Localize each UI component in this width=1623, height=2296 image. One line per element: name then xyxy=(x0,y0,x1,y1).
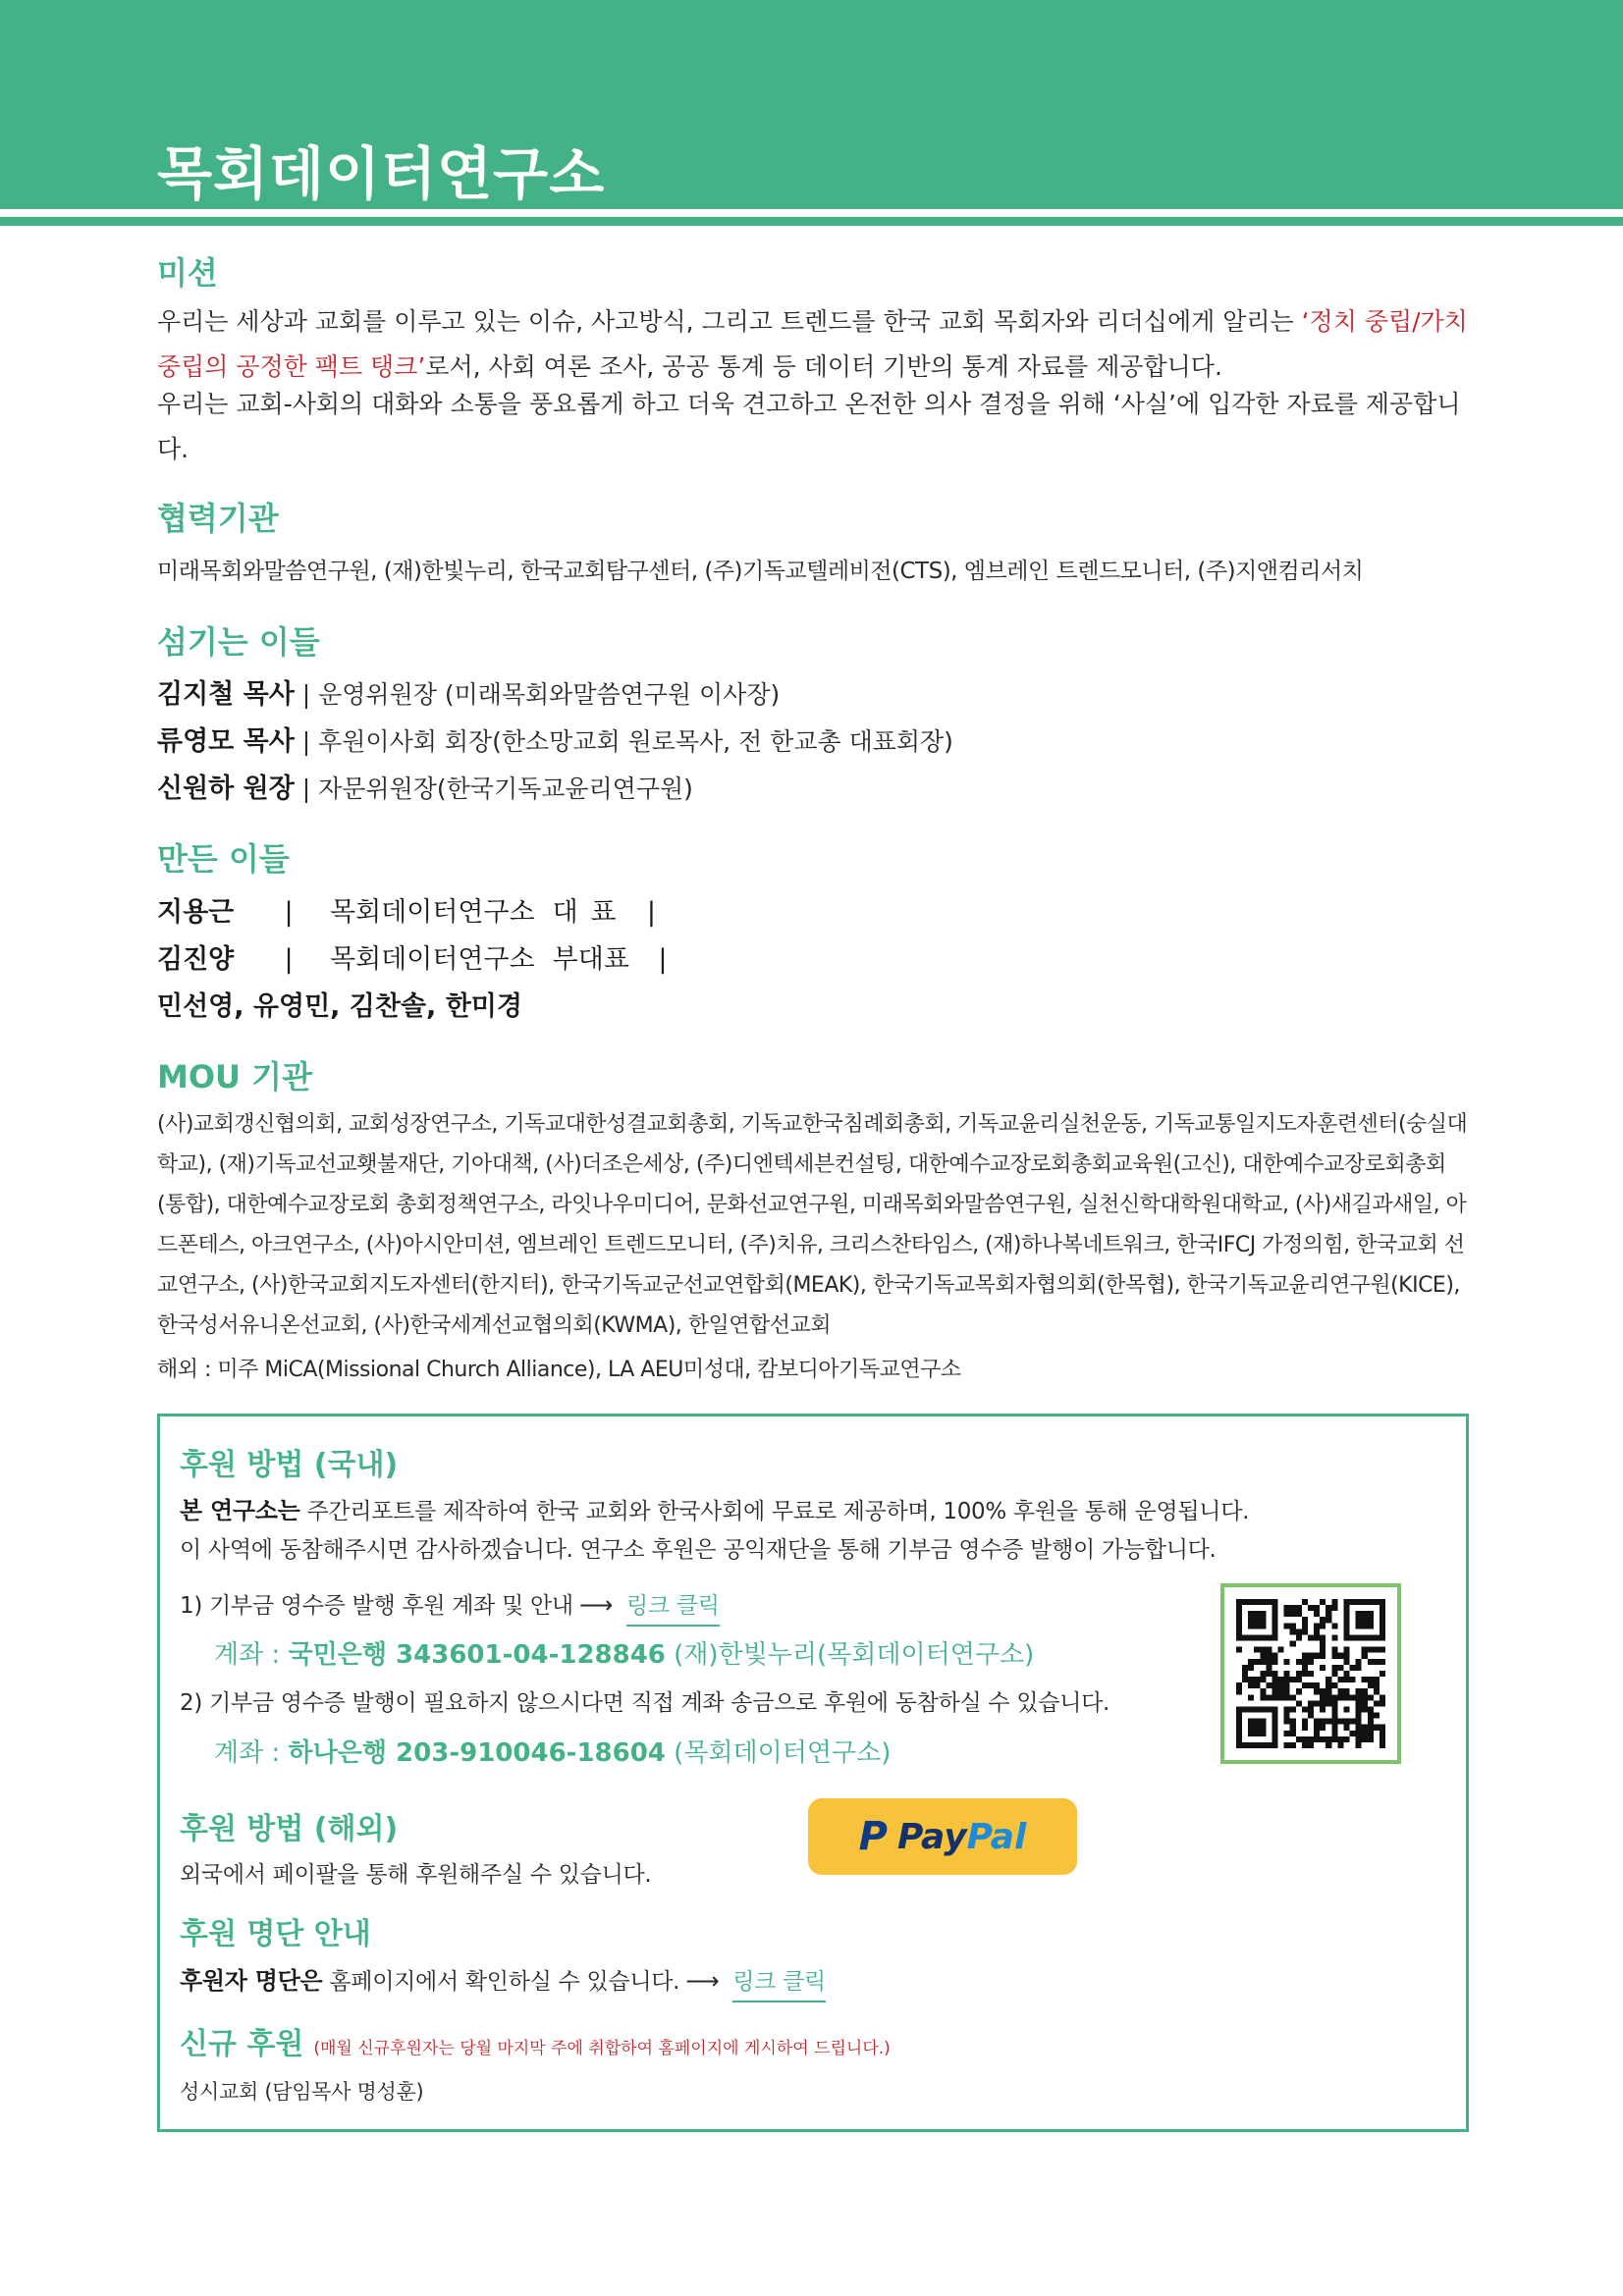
divider: | xyxy=(658,944,668,975)
divider: | xyxy=(284,944,294,975)
item1-text: 1) 기부금 영수증 발행 후원 계좌 및 안내 xyxy=(180,1593,573,1619)
makers-title: 만든 이들 xyxy=(157,840,290,878)
divider: | xyxy=(284,897,294,928)
account-holder: (목회데이터연구소) xyxy=(665,1738,892,1768)
maker-others: 민선영, 유영민, 김찬솔, 한미경 xyxy=(157,991,522,1022)
server-role: | 후원이사회 회장(한소망교회 원로목사, 전 한교총 대표회장) xyxy=(301,727,953,756)
qr-code-icon xyxy=(1236,1599,1385,1748)
maker-role: 부대표 xyxy=(552,944,629,975)
maker-role: 대 표 xyxy=(552,897,619,928)
intro-rest: 주간리포트를 제작하여 한국 교회와 한국사회에 무료로 제공하며, 100% 후원을 통해 운영됩니다. xyxy=(299,1499,1250,1524)
servers-title: 섬기는 이들 xyxy=(157,623,320,661)
header-divider xyxy=(0,217,1623,226)
maker-row xyxy=(157,937,704,976)
mission-paragraph-2: 우리는 교회-사회의 대화와 소통을 풍요롭게 하고 더욱 견고하고 온전한 의사 결정을 위해 ‘사실’에 입각한 자료를 제공합니다. xyxy=(157,390,1461,463)
overseas-donation-title: 후원 방법 (해외) xyxy=(180,1812,399,1846)
page-title: 목회데이터연구소 xyxy=(157,140,606,207)
donor-list-link[interactable]: 링크 클릭 xyxy=(732,1969,826,2002)
new-title: 신규 후원 xyxy=(180,2027,304,2061)
donation-intro-line2: 이 사역에 동참해주시면 감사하겠습니다. 연구소 후원은 공익재단을 통해 기부금 영수증 발행이 가능합니다. xyxy=(180,1537,1217,1563)
mission-text-end: 로서, 사회 여론 조사, 공공 통계 등 데이터 기반의 통계 자료를 제공합니다. xyxy=(425,352,1222,381)
donation-link[interactable]: 링크 클릭 xyxy=(626,1593,720,1627)
maker-name: 김진양 xyxy=(157,944,235,975)
paypal-logo-pal: Pal xyxy=(966,1816,1027,1857)
mission-paragraph-1 xyxy=(157,299,1473,390)
arrow-right-icon: ⟶ xyxy=(578,1591,613,1619)
server-row xyxy=(157,672,780,711)
fact-tank-highlight: ‘정치 중립/가치 중립의 공정한 팩트 탱크’ xyxy=(157,307,1468,381)
maker-row xyxy=(157,890,692,929)
account-number: 국민은행 343601-04-128846 xyxy=(288,1640,666,1670)
qr-code[interactable] xyxy=(1220,1583,1401,1764)
mou-title: MOU 기관 xyxy=(157,1058,312,1095)
paypal-logo-pay: Pay xyxy=(896,1816,967,1857)
account-number: 하나은행 203-910046-18604 xyxy=(288,1738,666,1768)
intro-bold: 본 연구소는 xyxy=(180,1497,300,1524)
account-2 xyxy=(214,1733,891,1769)
arrow-right-icon: ⟶ xyxy=(685,1967,720,1995)
server-row xyxy=(157,720,953,758)
mou-overseas: 해외 : 미주 MiCA(Missional Church Alliance), LA AEU미성대, 캄보디아기독교연구소 xyxy=(157,1358,961,1382)
domestic-donation-title: 후원 방법 (국내) xyxy=(180,1448,399,1482)
server-name: 신원하 원장 xyxy=(157,774,295,804)
server-name: 김지철 목사 xyxy=(157,679,295,710)
new-donor-item: 성시교회 (담임목사 명성훈) xyxy=(180,2080,424,2104)
donation-item-1 xyxy=(180,1585,720,1626)
donation-intro xyxy=(180,1491,1249,1531)
donor-list-title: 후원 명단 안내 xyxy=(180,1917,371,1951)
account-holder: (재)한빛누리(목회데이터연구소) xyxy=(665,1640,1035,1670)
maker-name: 지용근 xyxy=(157,897,235,928)
account-1 xyxy=(214,1634,1034,1671)
new-donors-note: (매월 신규후원자는 당월 마지막 주에 취합하여 홈페이지에 게시하여 드립니다.) xyxy=(313,2039,891,2058)
account-prefix: 계좌 : xyxy=(214,1640,289,1670)
server-name: 류영모 목사 xyxy=(157,726,295,757)
partners-title: 협력기관 xyxy=(157,500,279,537)
server-role: | 자문위원장(한국기독교윤리연구원) xyxy=(301,774,693,803)
mission-title: 미션 xyxy=(157,254,218,292)
new-donors-title xyxy=(180,2019,891,2062)
maker-org: 목회데이터연구소 xyxy=(330,944,535,975)
donation-box xyxy=(157,1414,1469,2132)
mou-list: (사)교회갱신협의회, 교회성장연구소, 기독교대한성결교회총회, 기독교한국침례회총회, 기독교윤리실천운동, 기독교통일지도자훈련센터(숭실대학교), (재)기독교선교횃불재단, 기아대책, (사)더조은세상, (주)디엔텍세븐컨설팅, 대한예수교장로회총회교육원(고신), 대한예수교장로회총회(통합), 대한예수교장로회 총회정책연구소, 라잇나우미디어, 문화선교연구원, 미래목회와말씀연구원, 실천신학대학원대학교, (사)새길과새일, 아드폰테스, 아크연구소, (사)아시안미션, 엠브레인 트렌드모니터, (주)치유, 크리스찬타임스, (재)하나복네트워크, 한국IFCJ 가정의힘, 한국교회 선교연구소, (사)한국교회지도자센터(한지터), 한국기독교군선교연합회(MEAK), 한국기독교목회자협의회(한목협), 한국기독교윤리연구원(KICE), 한국성서유니온선교회, (사)한국세계선교협의회(KWMA), 한일연합선교회 xyxy=(157,1112,1468,1338)
donation-item-2: 2) 기부금 영수증 발행이 필요하지 않으시다면 직접 계좌 송금으로 후원에 동참하실 수 있습니다. xyxy=(180,1690,1110,1716)
maker-org: 목회데이터연구소 xyxy=(330,897,535,928)
paypal-button[interactable] xyxy=(808,1798,1077,1875)
donor-list-text xyxy=(180,1961,826,2002)
divider: | xyxy=(646,897,656,928)
account-prefix: 계좌 : xyxy=(214,1738,289,1768)
server-role: | 운영위원장 (미래목회와말씀연구원 이사장) xyxy=(301,680,781,709)
overseas-donation-text: 외국에서 페이팔을 통해 후원해주실 수 있습니다. xyxy=(180,1862,652,1888)
list-rest: 홈페이지에서 확인하실 수 있습니다. xyxy=(322,1969,680,1995)
mission-text-start: 우리는 세상과 교회를 이루고 있는 이슈, 사고방식, 그리고 트렌드를 한국 교회 목회자와 리더십에게 알리는 xyxy=(157,307,1302,336)
list-bold: 후원자 명단은 xyxy=(180,1967,323,1995)
server-row xyxy=(157,767,693,805)
partners-list: 미래목회와말씀연구원, (재)한빛누리, 한국교회탐구센터, (주)기독교텔레비전(CTS), 엠브레인 트렌드모니터, (주)지앤컴리서치 xyxy=(157,559,1364,584)
paypal-icon: P xyxy=(858,1814,888,1859)
